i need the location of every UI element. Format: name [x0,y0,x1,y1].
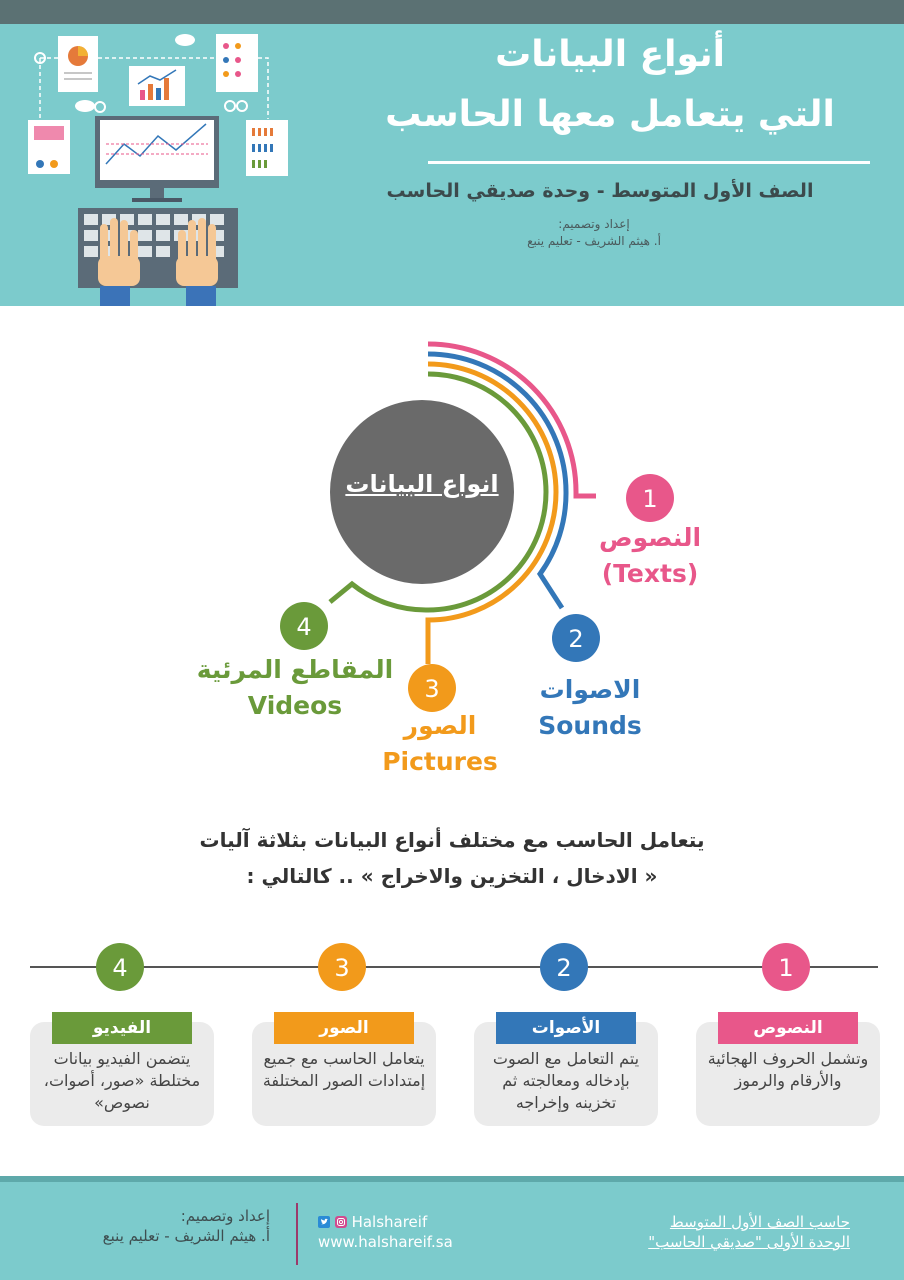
website-link[interactable]: www.halshareif.sa [318,1233,453,1251]
footer-credit [60,1206,270,1246]
timeline [0,940,904,1000]
category-sounds-en: Sounds [538,711,642,740]
badge-number-2: 2 [568,625,584,653]
header-credit-label: إعداد وتصميم: [558,217,630,231]
card-sounds-body: يتم التعامل مع الصوت بإدخاله ومعالجته ثم تخزينه وإخراجه [492,1049,640,1112]
category-texts-ar: النصوص [598,523,702,552]
card-pictures-title: الصور [274,1012,414,1044]
card-pictures-body: يتعامل الحاسب مع جميع إمتدادات الصور المختلفة [262,1049,426,1090]
twitter-icon[interactable] [318,1216,330,1228]
intro-text [80,822,824,894]
badge-number-4: 4 [296,613,312,641]
category-videos-ar: المقاطع المرئية [196,655,394,684]
footer-divider [296,1203,298,1265]
footer-course [590,1212,850,1252]
category-videos-en: Videos [247,691,343,720]
category-texts [580,520,720,592]
intro-line2: « الادخال ، التخزين والاخراج » .. كالتالي : [246,864,658,888]
badge-number-3: 3 [424,675,440,703]
footer-top-stripe [0,1176,904,1182]
computer-data-illustration [0,24,300,306]
page-title-line2: التي يتعامل معها الحاسب [385,94,835,135]
footer-course-line2: الوحدة الأولى "صديقي الحاسب" [648,1233,850,1251]
instagram-icon[interactable] [335,1216,347,1228]
category-sounds [510,672,670,744]
header-credit [464,216,724,250]
category-pictures-en: Pictures [382,747,498,776]
footer-credit-author: أ. هيثم الشريف - تعليم ينبع [102,1227,270,1245]
timeline-number-3: 3 [334,954,350,982]
category-sounds-ar: الاصوات [539,675,641,704]
card-texts-title: النصوص [718,1012,858,1044]
category-pictures-ar: الصور [403,711,477,740]
category-texts-en: (Texts) [601,559,699,588]
timeline-number-2: 2 [556,954,572,982]
title-divider [428,161,870,164]
footer-credit-label: إعداد وتصميم: [180,1207,270,1225]
page-title-line1: أنواع البيانات [495,34,725,75]
card-videos-body: يتضمن الفيديو بيانات مختلطة «صور، أصوات، نصوص» [43,1049,201,1112]
top-bar [0,0,904,24]
timeline-number-4: 4 [112,954,128,982]
footer-course-line1: حاسب الصف الأول المتوسط [669,1213,850,1231]
page-subtitle: الصف الأول المتوسط - وحدة صديقي الحاسب [386,180,814,202]
footer-social [318,1212,453,1252]
card-sounds-title: الأصوات [496,1012,636,1044]
header-credit-author: أ. هيثم الشريف - تعليم ينبع [527,234,661,248]
center-label: انواع البيانات [345,470,499,498]
card-videos-title: الفيديو [52,1012,192,1044]
intro-line1: يتعامل الحاسب مع مختلف أنواع البيانات بثلاثة آليات [199,828,705,852]
card-texts-body: وتشمل الحروف الهجائية والأرقام والرموز [707,1049,869,1090]
badge-number-1: 1 [642,485,658,513]
social-handle[interactable]: Halshareif [351,1213,428,1231]
category-videos [190,652,400,724]
timeline-number-1: 1 [778,954,794,982]
